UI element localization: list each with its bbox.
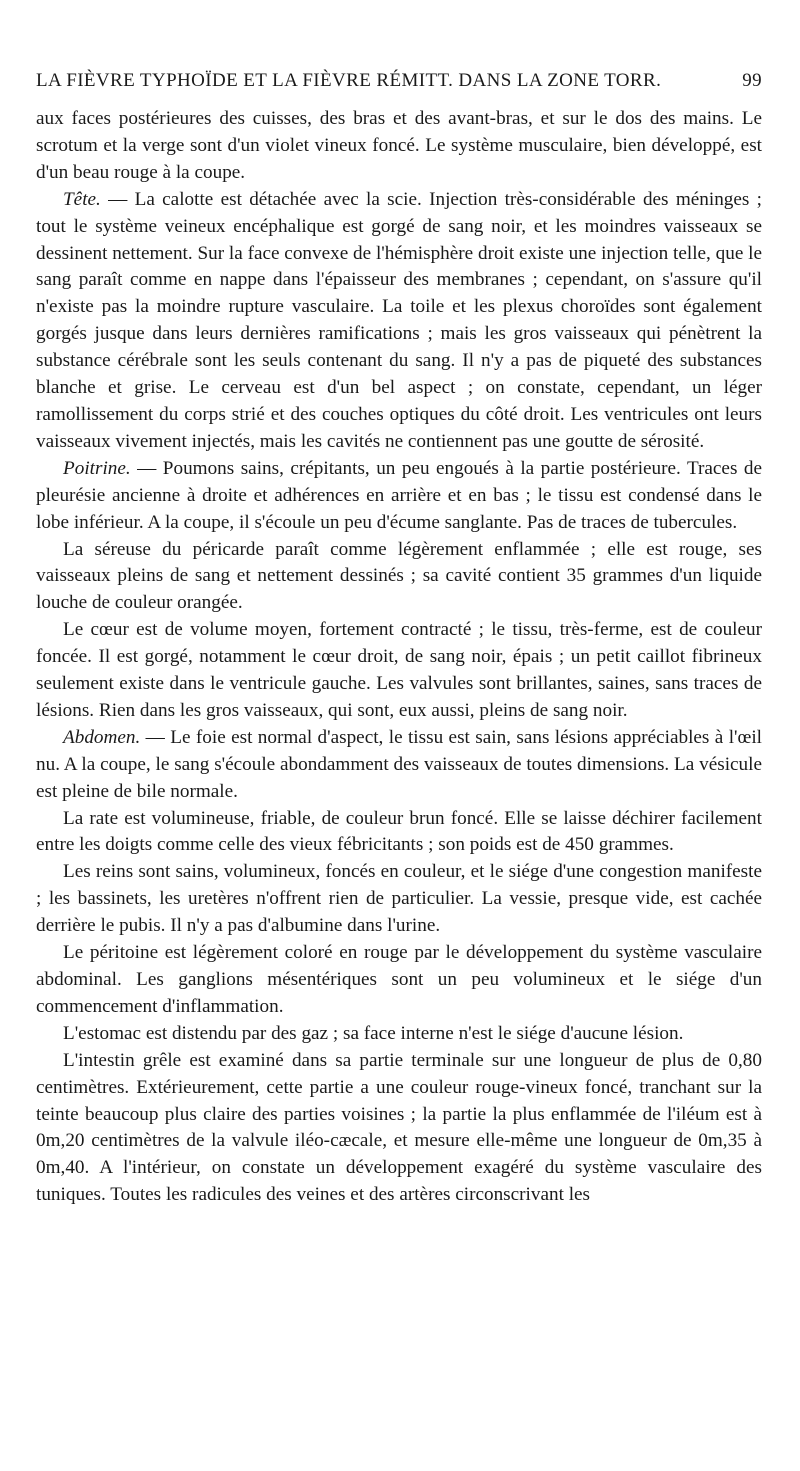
paragraph-continued xyxy=(36,106,762,187)
paragraph-estomac xyxy=(36,1021,762,1048)
paragraph-text: Les reins sont sains, volumineux, foncés en couleur, et le siége d'une congestion manifeste ; les bassinets, les uretères n'offrent rien de particulier. La vessie, presque vide, est cachée derrière le pubis. Il n'y a pas d'albumine dans l'urine. xyxy=(36,861,762,937)
paragraph-coeur xyxy=(36,617,762,725)
paragraph-text: Le cœur est de volume moyen, fortement contracté ; le tissu, très-ferme, est de couleur foncée. Il est gorgé, notamment le cœur droit, de sang noir, épais ; un petit caillot fibrineux seulement existe dans le ventricule gauche. Les valvules sont brillantes, saines, sans traces de lésions. Rien dans les gros vaisseaux, qui sont, eux aussi, pleins de sang noir. xyxy=(36,619,762,721)
paragraph-text: La rate est volumineuse, friable, de couleur brun foncé. Elle se laisse déchirer facilement entre les doigts comme celle des vieux fébricitants ; son poids est de 450 grammes. xyxy=(36,807,762,856)
paragraph-text: Le péritoine est légèrement coloré en rouge par le développement du système vasculaire abdominal. Les ganglions mésentériques sont un peu volumineux et le siége d'un commencement d'inflammation. xyxy=(36,942,762,1017)
paragraph-text: L'intestin grêle est examiné dans sa partie terminale sur une longueur de plus de 0,80 centimètres. Extérieurement, cette partie a une couleur rouge-vineux foncé, tranchant sur la teinte beaucoup plus claire des parties voisines ; la partie la plus enflammée de l'iléum est à 0m,20 centimètres de la valvule iléo-cæcale, et mesure elle-même une longueur de 0m,35 à 0m,40. A l'intérieur, on constate un développement exagéré du système vasculaire des tuniques. Toutes les radicules des veines et des artères circonscrivant les xyxy=(36,1049,762,1206)
paragraph-tete xyxy=(36,187,762,456)
running-header xyxy=(36,70,762,96)
section-lead-abdomen: Abdomen. xyxy=(63,726,141,748)
paragraph-abdomen xyxy=(36,725,762,806)
paragraph-text: — Le foie est normal d'aspect, le tissu est sain, sans lésions appréciables à l'œil nu. A la coupe, le sang s'écoule abondamment des vaisseaux de toutes dimensions. La vésicule est pleine de bile normale. xyxy=(36,726,762,802)
running-title: LA FIÈVRE TYPHOÏDE ET LA FIÈVRE RÉMITT. DANS LA ZONE TORR. xyxy=(36,70,662,91)
paragraph-poitrine xyxy=(36,456,762,537)
paragraph-text: aux faces postérieures des cuisses, des bras et des avant-bras, et sur le dos des mains. Le scrotum et la verge sont d'un violet vineux foncé. Le système musculaire, bien développé, est d'un beau rouge à la coupe. xyxy=(36,108,762,183)
paragraph-text: L'estomac est distendu par des gaz ; sa face interne n'est le siége d'aucune lésion. xyxy=(63,1022,684,1044)
section-lead-poitrine: Poitrine. xyxy=(63,457,131,479)
paragraph-pericarde xyxy=(36,537,762,618)
paragraph-text: — La calotte est détachée avec la scie. Injection très-considérable des méninges ; tout le système veineux encéphalique est gorgé de sang noir, et les moindres vaisseaux se dessinent nettement. Sur la face convexe de l'hémisphère droit existe une injection telle, que le sang paraît comme en nappe dans l'épaisseur des membranes ; cependant, on s'assure qu'il n'existe pas la moindre rupture vasculaire. La toile et les plexus choroïdes sont également gorgés jusque dans leurs dernières ramifications ; mais les gros vaisseaux qui pénètrent la substance cérébrale sont les seuls contenant du sang. Il n'y a pas de piqueté des substances blanche et grise. Le cerveau est d'un bel aspect ; on constate, cependant, un léger ramollissement du corps strié et des couches optiques du côté droit. Les ventricules ont leurs vaisseaux vivement injectés, mais les cavités ne contiennent pas une goutte de sérosité. xyxy=(36,188,762,452)
body-text xyxy=(36,106,762,1209)
page-number: 99 xyxy=(742,70,762,91)
paragraph-rate xyxy=(36,806,762,860)
paragraph-text: La séreuse du péricarde paraît comme légèrement enflammée ; elle est rouge, ses vaisseaux pleins de sang et nettement dessinés ; sa cavité contient 35 grammes d'un liquide louche de couleur orangée. xyxy=(36,538,762,614)
section-lead-tete: Tête. xyxy=(63,188,101,210)
paragraph-reins xyxy=(36,859,762,940)
paragraph-text: — Poumons sains, crépitants, un peu engoués à la partie postérieure. Traces de pleurésie ancienne à droite et adhérences en arrière et en bas ; le tissu est condensé dans le lobe inférieur. A la coupe, il s'écoule un peu d'écume sanglante. Pas de traces de tubercules. xyxy=(36,457,762,533)
paragraph-peritoine xyxy=(36,940,762,1021)
paragraph-intestin xyxy=(36,1048,762,1209)
